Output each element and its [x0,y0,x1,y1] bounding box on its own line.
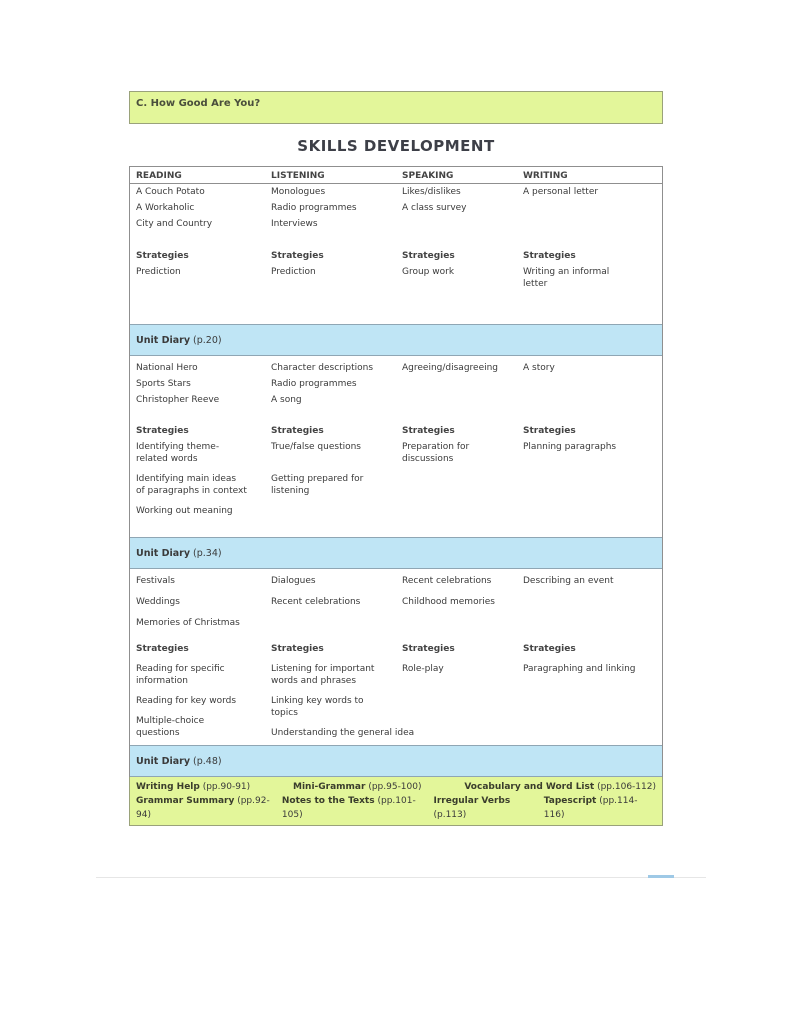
footer-item [136,794,282,822]
unit-diary-bar [130,745,662,777]
strategies-label: Strategies [136,426,189,436]
list-item: A Workaholic [136,203,195,213]
list-item: True/false questions [271,442,361,452]
list-item: Likes/dislikes [402,187,461,197]
page-divider [96,877,706,878]
speaking-strategies [402,643,523,743]
footer-item-label: Mini-Grammar [293,782,366,792]
list-item: Paragraphing and linking [523,664,636,674]
list-item: Prediction [136,267,181,277]
speaking-topics [402,186,523,250]
list-item: Identifying theme-related words [136,442,220,464]
list-item: Multiple-choice questions [136,716,205,738]
listening-topics [271,362,402,425]
speaking-strategies [402,250,523,290]
list-item: Preparation for discussions [402,442,470,464]
footer-item-pages: (p.113) [433,810,467,820]
reading-topics [130,575,271,638]
list-item: Interviews [271,219,318,229]
skills-table [129,166,663,777]
column-header-reading: READING [136,171,182,181]
list-item: Linking key words to topics [271,696,364,718]
unit-section [130,356,662,537]
writing-strategies [523,250,662,290]
footer-item-label: Notes to the Texts [281,796,375,806]
list-item: Memories of Christmas [136,618,240,628]
section-header-label: C. How Good Are You? [136,98,261,109]
list-item: Reading for key words [136,696,237,706]
writing-topics [523,186,662,250]
unit-section [130,569,662,745]
list-item: Monologues [271,187,326,197]
list-item: A Couch Potato [136,187,205,197]
footer-item-pages: (pp.106-112) [597,782,656,792]
list-item: Agreeing/disagreeing [402,363,499,373]
list-item: Getting prepared for listening [271,474,364,496]
list-item: Listening for important words and phrases [271,664,375,686]
footer-item-label: Writing Help [136,782,200,792]
footer-item-label: Tapescript [543,796,597,806]
column-header-writing: WRITING [523,171,568,181]
list-item: A story [523,363,555,373]
column-header-listening: LISTENING [271,171,325,181]
list-item: Reading for specific information [136,664,225,686]
strategies-label: Strategies [523,426,576,436]
column-header-speaking: SPEAKING [402,171,454,181]
footer-item-label: Vocabulary and Word List [464,782,595,792]
listening-strategies [271,250,402,290]
list-item: Group work [402,267,455,277]
unit-section [130,184,662,324]
strategies-label: Strategies [271,251,324,261]
list-item: A class survey [402,203,467,213]
unit-diary-label: Unit Diary [136,756,191,767]
list-item: A personal letter [523,187,599,197]
writing-strategies [523,643,662,743]
footer-item-label: Grammar Summary [136,796,235,806]
footer-item [544,794,656,822]
unit-diary-bar [130,324,662,356]
footer-row [136,780,656,794]
list-item: Describing an event [523,576,614,586]
list-item: Weddings [136,597,180,607]
list-item: Planning paragraphs [523,442,617,452]
list-item: City and Country [136,219,213,229]
list-item: Working out meaning [136,506,233,516]
reading-strategies [130,425,271,521]
footer-item [136,780,250,794]
reading-strategies [130,250,271,290]
footer-item-pages: (pp.101-105) [281,796,416,820]
listening-strategies [271,425,402,521]
reading-topics [130,186,271,250]
strategies-row [130,425,662,521]
page-marker [648,875,674,878]
topics-row [130,575,662,638]
strategies-row [130,250,662,290]
speaking-strategies [402,425,523,521]
list-item: Writing an informal letter [523,267,610,289]
strategies-label: Strategies [136,251,189,261]
list-item: Radio programmes [271,379,357,389]
strategies-label: Strategies [523,251,576,261]
footer-item [282,794,434,822]
list-item: Recent celebrations [402,576,492,586]
footer-row [136,794,656,822]
writing-topics [523,362,662,425]
column-headers [130,167,662,184]
list-item: A song [271,395,302,405]
strategies-label: Strategies [271,644,324,654]
list-item: Christopher Reeve [136,395,220,405]
reading-topics [130,362,271,425]
strategies-label: Strategies [271,426,324,436]
unit-diary-page: (p.48) [193,756,222,767]
strategies-label: Strategies [523,644,576,654]
strategies-row [130,643,662,743]
footer-item-pages: (pp.95-100) [368,782,422,792]
page-title: SKILLS DEVELOPMENT [297,137,495,155]
unit-diary-page: (p.34) [193,548,222,559]
strategies-label: Strategies [402,251,455,261]
list-item: Understanding the general idea [271,728,415,738]
list-item: National Hero [136,363,198,373]
footer-item-pages: (pp.114-116) [543,796,638,820]
reading-strategies [130,643,271,743]
listening-strategies [271,643,415,743]
speaking-topics [402,575,523,638]
strategies-label: Strategies [402,644,455,654]
listening-topics [271,575,402,638]
unit-diary-bar [130,537,662,569]
footer-item-label: Irregular Verbs [433,796,511,806]
list-item: Sports Stars [136,379,191,389]
list-item: Childhood memories [402,597,495,607]
writing-topics [523,575,662,638]
listening-topics [271,186,402,250]
footer-item-pages: (pp.90-91) [202,782,251,792]
strategies-label: Strategies [402,426,455,436]
unit-diary-label: Unit Diary [136,335,191,346]
reference-footer [129,777,663,826]
skills-page [129,91,663,826]
list-item: Identifying main ideas of paragraphs in context [136,474,247,496]
section-header [129,91,663,124]
speaking-topics [402,362,523,425]
list-item: Recent celebrations [271,597,361,607]
list-item: Role-play [402,664,444,674]
topics-row [130,362,662,425]
footer-item [464,780,656,794]
list-item: Prediction [271,267,316,277]
writing-strategies [523,425,662,521]
footer-item-pages: (pp.92-94) [136,796,270,820]
unit-diary-label: Unit Diary [136,548,191,559]
strategies-label: Strategies [136,644,189,654]
list-item: Character descriptions [271,363,374,373]
unit-diary-page: (p.20) [193,335,222,346]
list-item: Festivals [136,576,175,586]
footer-item [293,780,422,794]
footer-item [434,794,544,822]
list-item: Dialogues [271,576,316,586]
list-item: Radio programmes [271,203,357,213]
topics-row [130,186,662,250]
